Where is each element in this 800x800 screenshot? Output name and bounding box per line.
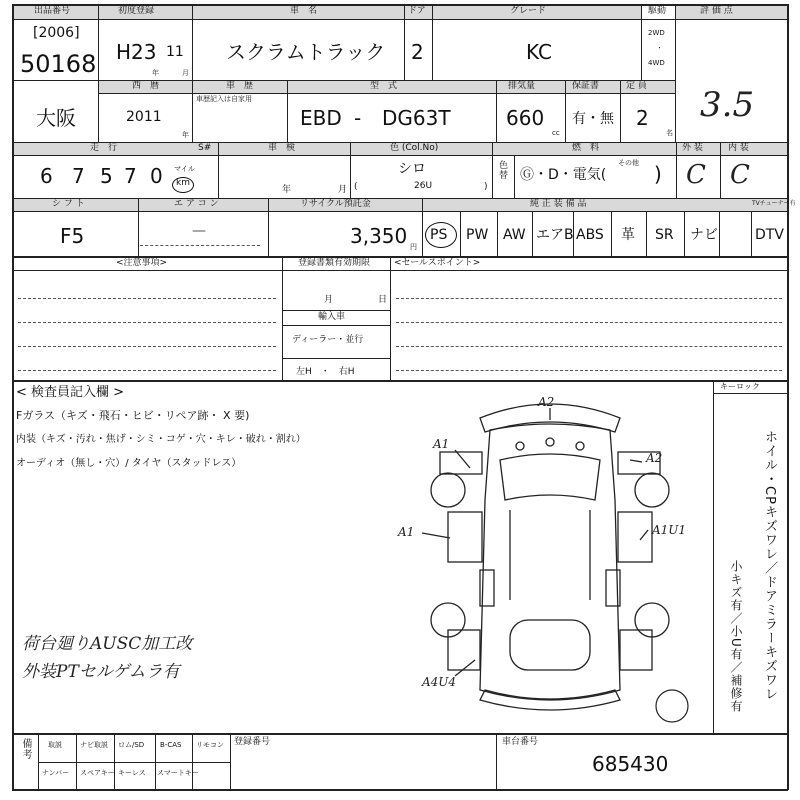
shaken-month-unit: 月 [338,185,348,195]
shaken-year-unit: 年 [282,185,292,195]
region-value: 大阪 [36,106,76,130]
color-code: 26U [414,181,433,191]
damage-mark-rear: A4U4 [422,675,457,689]
displacement-value: 660 [506,106,545,130]
mileage-digit: 6 [40,164,53,188]
interior-label: 内 装 [728,143,749,153]
shift-value: F5 [60,224,85,248]
accessory-smart-key: スマートキー [157,769,199,777]
shaken-label: 車 検 [268,143,296,153]
lot-number-label: 出品番号 [34,6,71,16]
car-name-label: 車 名 [290,6,318,16]
cab-roof-shape [500,454,600,500]
mileage-digit: 7 [124,164,137,188]
history-note: 車歴記入は自家用 [196,95,252,103]
color-value: シロ [398,161,426,177]
interior-value: C [730,160,750,190]
damage-mark-front: A2 [538,395,555,409]
yen-unit: 円 [410,243,417,251]
capacity-label: 定 員 [626,81,647,91]
damage-mark-right-door: A1U1 [652,523,687,537]
model-label: 型 式 [370,81,398,91]
warranty-label: 保証書 [572,81,600,91]
equipment-sr: SR [655,227,674,243]
color-change-label: 色替 [497,160,507,180]
inspection-windshield: Fガラス（キズ・飛石・ヒビ・リペア跡・ X 要) [16,409,250,422]
caution-label: <注意事項> [116,258,168,268]
lot-year: [2006] [33,25,80,41]
lot-number: 50168 [20,50,97,78]
damage-mark-left-front: A1 [433,437,450,451]
equipment-leather: 革 [621,227,635,243]
cc-unit: cc [552,129,560,137]
vertical-note-damage: 小キズ有／小U有／補修有 [729,560,743,713]
ac-label: エ ア コ ン [174,199,219,209]
expiry-month-unit: 月 [324,295,334,305]
score-value: 3.5 [700,85,755,125]
dealer-option: ディーラー・並行 [292,335,364,345]
equipment-dtv: DTV [755,227,784,243]
mileage-digit: 7 [72,164,85,188]
fuel-close: ) [654,162,662,186]
wheel-front-left-shape [431,473,465,507]
accessory-remote: リモコン [196,741,224,749]
left-mirror-shape [440,452,482,474]
accessory-nav-manual: ナビ取説 [80,741,108,749]
header-band [12,5,641,19]
warranty-value: 有・無 [572,111,614,127]
expiry-day-unit: 日 [378,295,388,305]
equipment-aw: AW [503,227,526,243]
ac-value: — [192,223,206,239]
tv-tuner-label: TVチューナー有 [752,200,796,207]
model-year-unit: 年 [182,131,189,139]
key-lock-label: キーロック [720,382,760,391]
remarks-label: 備考 [20,738,31,760]
accessory-bcas: B-CAS [160,741,182,749]
drive-2wd: 2WD [648,29,665,37]
equipment-label: 純 正 装 備 品 [530,199,587,209]
capacity-value: 2 [636,106,649,130]
left-door-shape [448,512,482,562]
drive-4wd: 4WD [648,59,665,67]
model-code: DG63T [382,106,451,130]
fuel-options: Ⓖ・D・電気( [520,167,607,183]
drive-dot: ・ [656,44,663,52]
mile-unit: マイル [174,165,195,173]
drive-label: 駆動 [648,6,667,16]
color-paren-close: ) [484,182,488,192]
model-dash: - [354,106,362,130]
scratch-mark-circle [656,690,688,722]
accessory-number-plate: ナンバー [42,769,70,777]
history-label: 車 歴 [226,81,254,91]
equipment-navi: ナビ [690,227,718,243]
wheel-front-right-shape [635,473,669,507]
steering-option: 左H ・ 右H [296,367,355,377]
car-name: スクラムトラック [226,40,386,64]
chassis-number: 685430 [592,752,669,776]
accessory-spare-key: スペアキー [80,769,115,777]
model-year: 2011 [126,109,162,125]
inspection-audio-tire: オーディオ（無し・穴）/ タイヤ（スタッドレス） [16,458,242,469]
region-year-label: 西 暦 [132,81,160,91]
vertical-note-wheel-mirror: ホイル・CPキズワレ／ドアミラーキズワレ [762,430,777,701]
model-prefix: EBD [300,106,342,130]
inspection-interior: 内装（キズ・汚れ・焦げ・シミ・コゲ・穴・キレ・破れ・割れ） [16,434,306,445]
km-unit: km [176,178,190,188]
grade-label: グレード [510,6,547,16]
right-door-shape [618,512,652,562]
grade-value: KC [526,40,552,64]
equipment-abs: ABS [576,227,604,243]
first-registration-label: 初度登録 [118,6,155,16]
header-band [12,198,787,211]
score-label: 評 価 点 [700,6,733,16]
import-car-label: 輸入車 [318,312,346,322]
equipment-pw: PW [466,227,489,243]
inspection-title: < 検査員記入欄 > [16,385,125,400]
color-label: 色 (Col.No) [390,143,439,153]
doors-value: 2 [411,40,424,64]
inspector-note-1: 荷台廻りAUSC加工改 [22,634,193,654]
chassis-number-label: 車台番号 [502,737,539,747]
displacement-label: 排気量 [508,81,536,91]
bed-shape [510,620,590,670]
mileage-label: 走 行 [90,143,118,153]
registration-number-label: 登録番号 [234,737,271,747]
mileage-digit: 0 [150,164,163,188]
accessory-rom-sd: ロム/SD [118,741,145,749]
month-unit: 月 [182,69,189,77]
accessory-keyless: キーレス [118,769,146,777]
color-paren-open: ( [354,182,358,192]
equipment-airbag: エアB [536,227,574,243]
fuel-label: 燃 料 [572,143,600,153]
registration-month: 11 [166,44,184,60]
doors-label: ドア [408,6,426,16]
damage-mark-right-front: A2 [646,451,663,465]
equipment-ps: PS [430,227,448,243]
registration-era: H23 [116,40,157,64]
sales-point-label: <セールスポイント> [394,258,481,268]
exterior-value: C [686,160,706,190]
capacity-unit: 名 [666,129,673,137]
damage-mark-left-door: A1 [398,525,415,539]
shift-label: シ フ ト [52,199,85,209]
recycle-value: 3,350 [350,224,408,248]
inspector-note-2: 外装PTセルゲムラ有 [22,662,180,682]
exterior-label: 外 装 [682,143,703,153]
accessory-manual: 取説 [48,741,62,749]
sharp-label: S# [198,143,212,153]
registration-expiry-label: 登録書類有効期限 [298,258,371,268]
recycle-label: リサイクル預託金 [300,199,371,209]
fuel-other-label: その他 [618,159,639,167]
mileage-digit: 5 [100,164,113,188]
year-unit: 年 [152,69,159,77]
